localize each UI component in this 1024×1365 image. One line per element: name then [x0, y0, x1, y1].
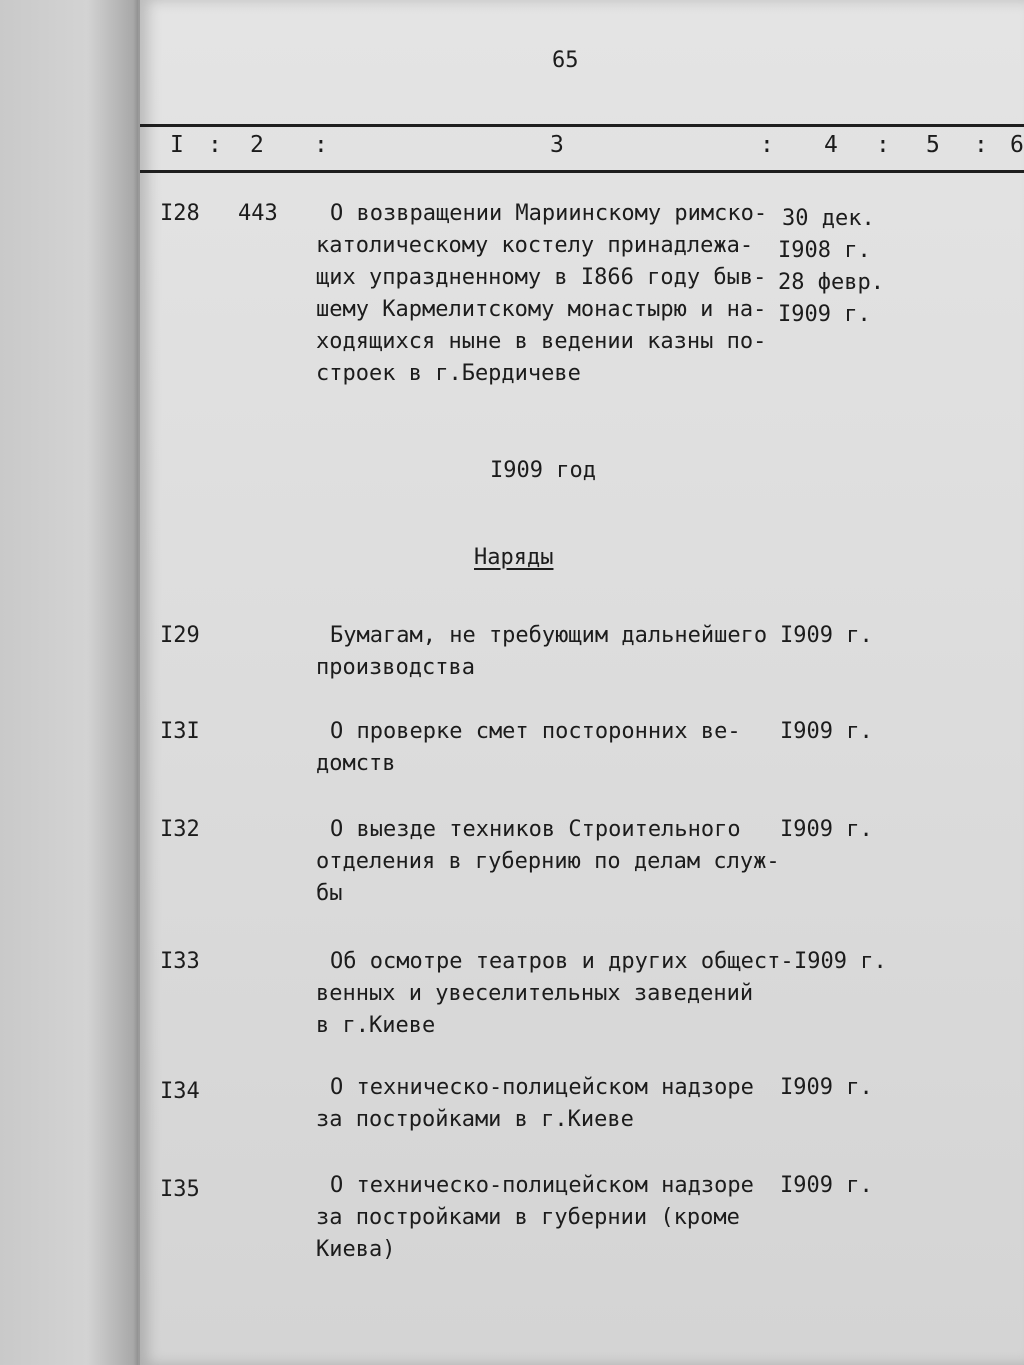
entry-date: I909 г. — [778, 302, 871, 327]
entry-title-line: О техническо-полицейском надзоре — [330, 1075, 754, 1100]
archive-page — [138, 0, 1024, 1365]
entry-title-line: производства — [316, 655, 475, 680]
entry-date: I909 г. — [780, 1173, 873, 1198]
entry-number: I28 — [160, 201, 200, 226]
entry-title-line: домств — [316, 751, 396, 776]
entry-title-line: Бумагам, не требующим дальнейшего — [330, 623, 768, 648]
entry-title-line: бы — [316, 881, 343, 906]
header-col-6: 6 — [1010, 132, 1024, 158]
header-separator: : — [208, 132, 222, 158]
entry-title-line: Об осмотре театров и других общест- — [330, 949, 794, 974]
entry-date: I909 г. — [780, 1075, 873, 1100]
header-col-3: 3 — [550, 132, 564, 158]
header-col-1: I — [170, 132, 184, 158]
year-heading: I909 год — [490, 458, 596, 483]
entry-title-line: О техническо-полицейском надзоре — [330, 1173, 754, 1198]
facing-page-left — [0, 0, 145, 1365]
entry-number: I3I — [160, 719, 200, 744]
header-col-2: 2 — [250, 132, 264, 158]
entry-title-line: щих упраздненному в I866 году быв- — [316, 265, 767, 290]
header-separator: : — [876, 132, 890, 158]
entry-title-line: за постройками в г.Киеве — [316, 1107, 634, 1132]
page-number: 65 — [552, 48, 579, 73]
entry-title-line: в г.Киеве — [316, 1013, 436, 1038]
entry-number: I33 — [160, 949, 200, 974]
entry-title-line: венных и увеселительных заведений — [316, 981, 754, 1006]
entry-date: I909 г. — [780, 817, 873, 842]
header-top-rule — [140, 124, 1024, 127]
entry-title-line: шему Кармелитскому монастырю и на- — [316, 297, 767, 322]
entry-title-line: за постройками в губернии (кроме — [316, 1205, 740, 1230]
header-col-4: 4 — [824, 132, 838, 158]
entry-date: 30 дек. — [782, 206, 875, 231]
entry-date: I908 г. — [778, 238, 871, 263]
entry-number: I32 — [160, 817, 200, 842]
entry-reference: 443 — [238, 201, 278, 226]
entry-number: I35 — [160, 1177, 200, 1202]
entry-title-line: строек в г.Бердичеве — [316, 361, 581, 386]
entry-title-line: Киева) — [316, 1237, 396, 1262]
entry-date: I909 г. — [794, 949, 887, 974]
entry-title-line: католическому костелу принадлежа- — [316, 233, 754, 258]
header-bottom-rule — [140, 170, 1024, 173]
header-separator: : — [314, 132, 328, 158]
entry-date: 28 февр. — [778, 270, 884, 295]
entry-title-line: О выезде техников Строительного — [330, 817, 741, 842]
entry-number: I29 — [160, 623, 200, 648]
section-heading-naryady: Наряды — [474, 545, 554, 570]
entry-number: I34 — [160, 1079, 200, 1104]
header-separator: : — [760, 132, 774, 158]
entry-date: I909 г. — [780, 623, 873, 648]
header-separator: : — [974, 132, 988, 158]
entry-title-line: О возвращении Мариинскому римско- — [330, 201, 768, 226]
entry-title-line: ходящихся ныне в ведении казны по- — [316, 329, 767, 354]
header-col-5: 5 — [926, 132, 940, 158]
entry-title-line: отделения в губернию по делам служ- — [316, 849, 780, 874]
entry-date: I909 г. — [780, 719, 873, 744]
entry-title-line: О проверке смет посторонних ве- — [330, 719, 741, 744]
